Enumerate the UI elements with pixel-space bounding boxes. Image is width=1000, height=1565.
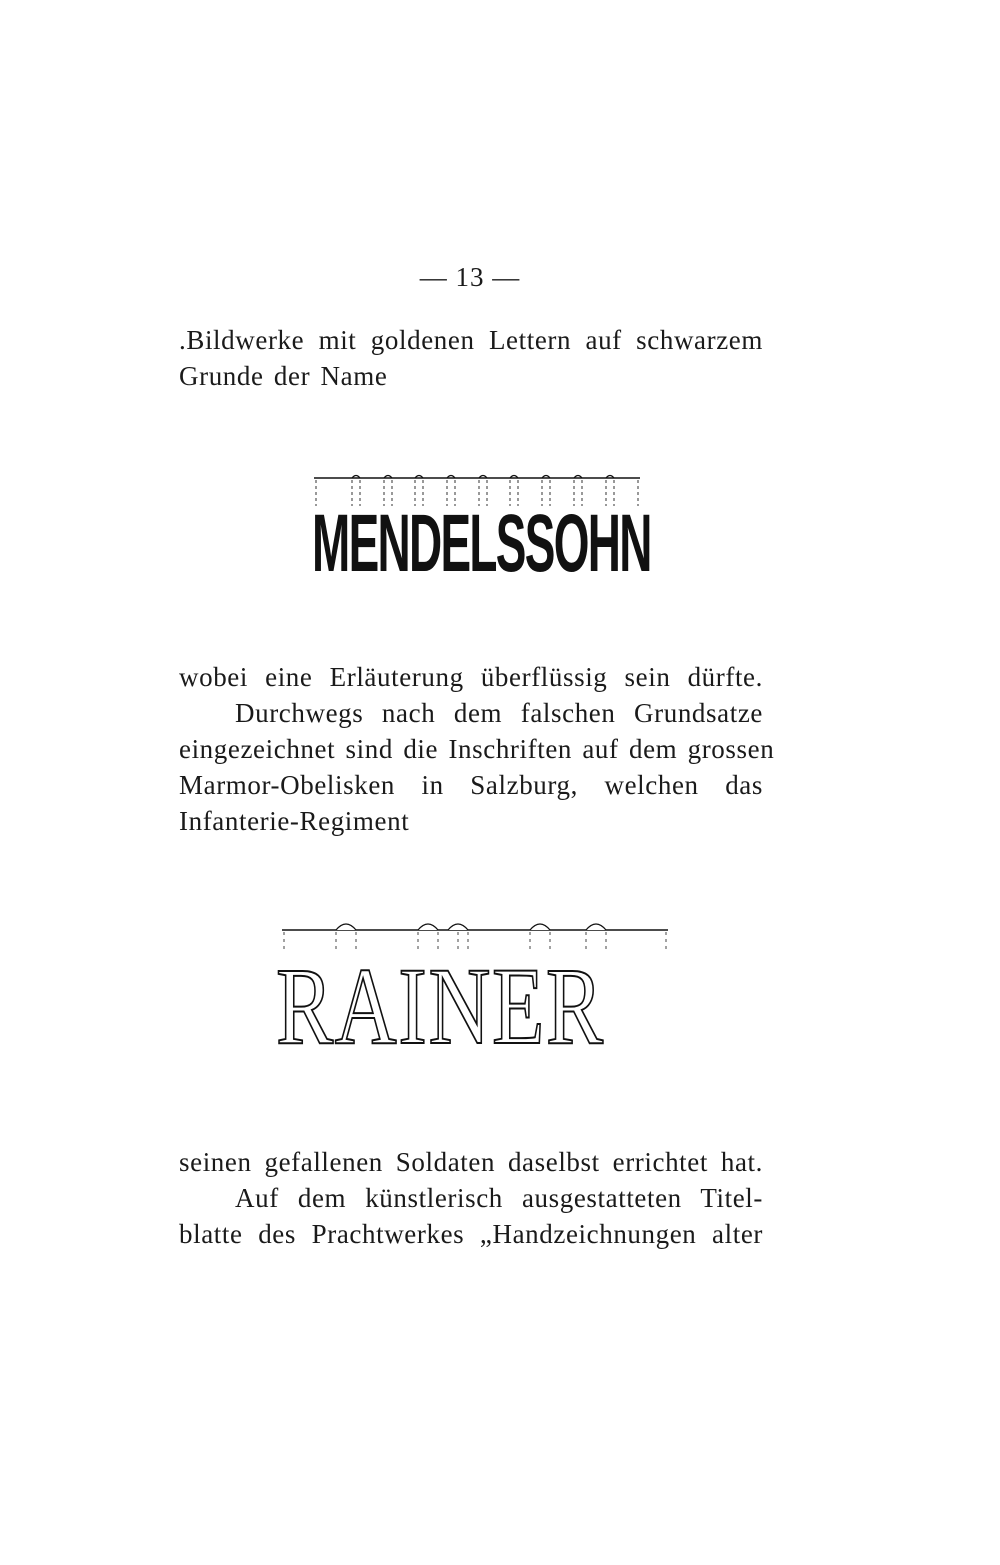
- paragraph-1: [179, 322, 763, 394]
- paragraph-3: [179, 1144, 763, 1252]
- paragraph-3-line-1: [179, 1144, 763, 1180]
- paragraph-1-line-1-text: .Bildwerke mit goldenen Lettern auf schwarzem: [179, 325, 763, 355]
- paragraph-2: [179, 659, 775, 839]
- inscription-mendelssohn: MENDELSSOHN: [312, 498, 651, 589]
- paragraph-2-line-2: [179, 695, 763, 731]
- paragraph-2-line-3-text: eingezeichnet sind die Inschriften auf dem grossen: [179, 734, 775, 764]
- paragraph-1-line-1: [179, 322, 763, 358]
- paragraph-3-line-3: [179, 1216, 763, 1252]
- inscription-rainer: RAINER: [276, 945, 605, 1067]
- paragraph-1-line-2: Grunde der Name: [179, 361, 388, 391]
- paragraph-2-line-2-text: Durchwegs nach dem falschen Grundsatze: [235, 698, 763, 728]
- page-number: — 13 —: [419, 262, 521, 292]
- paragraph-2-line-1-text: wobei eine Erläuterung überflüssig sein dürfte.: [179, 662, 763, 692]
- paragraph-2-line-4: [179, 767, 763, 803]
- paragraph-3-line-2: [179, 1180, 763, 1216]
- paragraph-2-line-5: Infanterie-Regiment: [179, 806, 410, 836]
- paragraph-3-line-2-text: Auf dem künstlerisch ausgestatteten Titel-: [235, 1183, 763, 1213]
- paragraph-3-line-3-text: blatte des Prachtwerkes „Handzeichnungen alter: [179, 1219, 763, 1249]
- paragraph-2-line-1: [179, 659, 763, 695]
- paragraph-3-line-1-text: seinen gefallenen Soldaten daselbst errichtet hat.: [179, 1147, 763, 1177]
- paragraph-2-line-3: [179, 731, 775, 767]
- paragraph-2-line-4-text: Marmor-Obelisken in Salzburg, welchen das: [179, 770, 763, 800]
